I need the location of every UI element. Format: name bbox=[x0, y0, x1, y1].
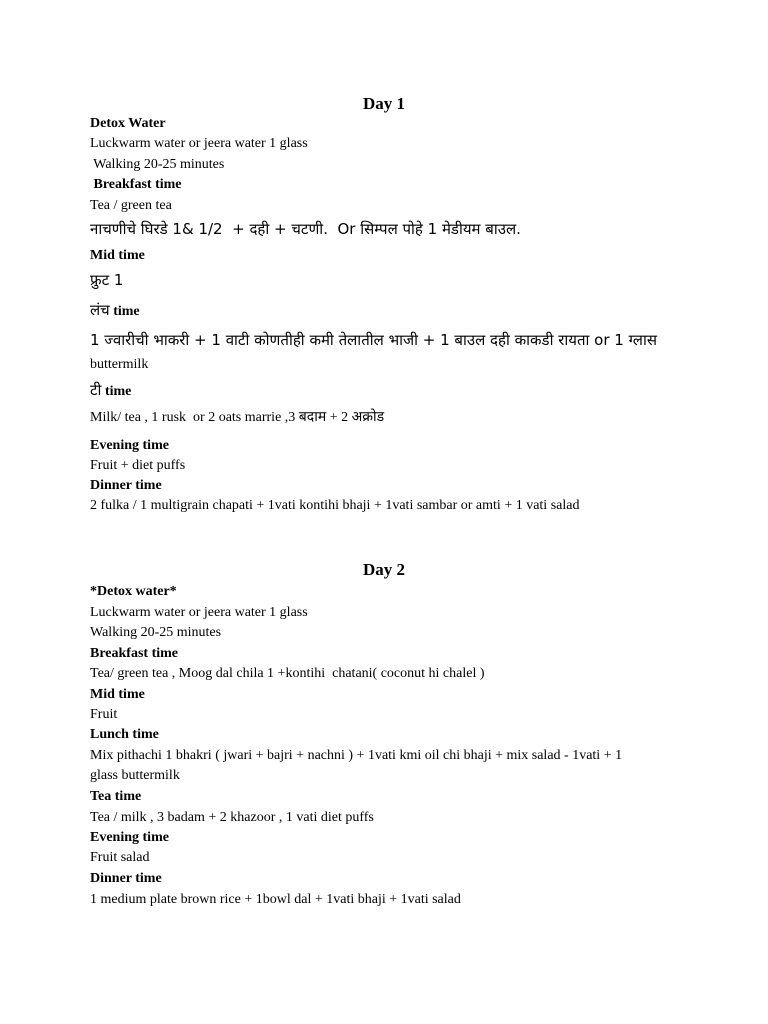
day2-tea-text: Tea / milk , 3 badam + 2 khazoor , 1 vati diet puffs bbox=[90, 810, 374, 825]
day1-breakfast-heading: Breakfast time bbox=[90, 177, 182, 192]
day2-mid-text: Fruit bbox=[90, 707, 118, 722]
day1-lunch-line1: 1 ज्वारीची भाकरी + 1 वाटी कोणतीही कमी तेलातील भाजी + 1 बाउल दही काकडी रायता or 1 ग्लास bbox=[90, 331, 657, 349]
day1-lunch-line2: buttermilk bbox=[90, 357, 149, 372]
day2-evening-heading: Evening time bbox=[90, 830, 169, 845]
day1-detox-text: Luckwarm water or jeera water 1 glass bbox=[90, 136, 308, 151]
day2-dinner-heading: Dinner time bbox=[90, 871, 162, 886]
day1-breakfast-line1: Tea / green tea bbox=[90, 198, 172, 213]
day2-breakfast-text: Tea/ green tea , Moog dal chila 1 +kontihi chatani( coconut hi chalel ) bbox=[90, 666, 485, 681]
day1-title: Day 1 bbox=[362, 94, 406, 113]
day2-title: Day 2 bbox=[362, 560, 406, 579]
day1-dinner-text: 2 fulka / 1 multigrain chapati + 1vati kontihi bhaji + 1vati sambar or amti + 1 vati salad bbox=[90, 498, 580, 513]
day2-evening-text: Fruit salad bbox=[90, 850, 150, 865]
day1-evening-text: Fruit + diet puffs bbox=[90, 458, 186, 473]
day1-dinner-heading: Dinner time bbox=[90, 478, 162, 493]
day2-breakfast-heading: Breakfast time bbox=[90, 646, 178, 661]
day1-mid-text: फ्रुट 1 bbox=[90, 271, 124, 289]
day2-dinner-text: 1 medium plate brown rice + 1bowl dal + 1vati bhaji + 1vati salad bbox=[90, 892, 461, 907]
day2-lunch-line1: Mix pithachi 1 bhakri ( jwari + bajri + nachni ) + 1vati kmi oil chi bhaji + mix salad - 1vati + 1 bbox=[90, 748, 623, 763]
day2-mid-heading: Mid time bbox=[90, 687, 145, 702]
day1-lunch-heading-dev: लंच bbox=[90, 301, 110, 319]
day2-lunch-line2: glass buttermilk bbox=[90, 768, 180, 783]
day1-tea-text: Milk/ tea , 1 rusk or 2 oats marrie ,3 बदाम + 2 अक्रोड bbox=[90, 410, 385, 425]
day2-walking: Walking 20-25 minutes bbox=[90, 625, 222, 640]
day1-detox-heading: Detox Water bbox=[90, 116, 166, 131]
day2-lunch-heading: Lunch time bbox=[90, 727, 159, 742]
day1-tea-heading-dev: टी bbox=[90, 381, 102, 399]
day1-evening-heading: Evening time bbox=[90, 438, 169, 453]
day1-lunch-heading-en: time bbox=[109, 304, 140, 319]
day1-mid-heading: Mid time bbox=[90, 248, 145, 263]
day1-breakfast-line2: नाचणीचे घिरडे 1& 1/2 + दही + चटणी. Or सिम्पल पोहे 1 मेडीयम बाउल. bbox=[90, 220, 521, 238]
day2-detox-heading: *Detox water* bbox=[90, 584, 177, 599]
day1-lunch-heading bbox=[90, 301, 140, 321]
day1-tea-heading-en: time bbox=[101, 384, 132, 399]
day1-walking: Walking 20-25 minutes bbox=[90, 157, 225, 172]
day2-tea-heading: Tea time bbox=[90, 789, 142, 804]
day2-detox-text: Luckwarm water or jeera water 1 glass bbox=[90, 605, 308, 620]
day1-tea-heading bbox=[90, 381, 131, 401]
